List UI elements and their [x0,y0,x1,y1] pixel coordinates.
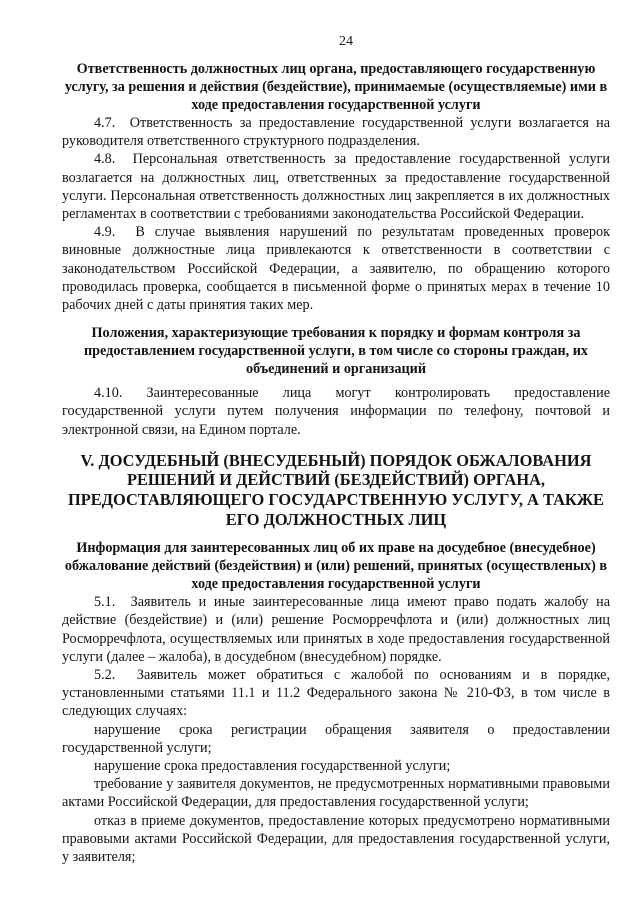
case-item: нарушение срока предоставления государственной услуги; [94,758,451,775]
paragraph-4-8: 4.8. Персональная ответственность за предоставление государственной услуги возлагается на должностных лиц, ответственных за предоставление государственной услуги. Персональная ответственность должностных лиц закрепляется в их должностных регламентах в соответствии с требованиями законодательства Российской Федерации. [62,151,610,223]
case-item: отказ в приеме документов, предоставление которых предусмотрено нормативными правовыми актами Российской Федерации, для предоставления государственной услуги, у заявителя; [62,812,610,866]
paragraph-4-7: 4.7. Ответственность за предоставление государственной услуги возлагается на руководителя ответственного структурного подразделения. [62,115,610,150]
appeal-info-heading: Информация для заинтересованных лиц об их праве на досудебное (внесудебное) обжалование действий (бездействия) и (или) решений, принятых (осуществленых) в ходе предоставления государственной услуги [64,540,608,593]
case-item: требование у заявителя документов, не предусмотренных нормативными правовыми актами Российской Федерации, для предоставления государственной услуги; [62,776,610,811]
case-item: нарушение срока регистрации обращения заявителя о предоставлении государственной услуги; [62,721,610,756]
control-requirements-heading: Положения, характеризующие требования к порядку и формам контроля за предоставлением государственной услуги, в том числе со стороны граждан, их объединений и организаций [83,325,589,378]
responsibility-heading: Ответственность должностных лиц органа, предоставляющего государственную услугу, за решения и действия (бездействие), принимаемые (осуществляемые) ими в ходе предоставления государственной услуги [64,61,608,113]
paragraph-4-9: 4.9. В случае выявления нарушений по результатам проведенных проверок виновные должностные лица привлекаются к ответственности в соответствии с законодательством Российской Федерации, а заявителю, по обращению которого проводилась проверка, сообщается в письменной форме о принятых мерах в течение 10 рабочих дней с даты принятия таких мер. [62,224,610,314]
paragraph-4-10: 4.10. Заинтересованные лица могут контролировать предоставление государственной услуги путем получения информации по телефону, почтовой и электронной связи, на Едином портале. [62,385,610,438]
paragraph-5-2: 5.2. Заявитель может обратиться с жалобой по основаниям и в порядке, установленными статьями 11.1 и 11.2 Федерального закона № 210-ФЗ, в том числе в следующих случаях: [62,667,610,720]
section-5-title: V. ДОСУДЕБНЫЙ (ВНЕСУДЕБНЫЙ) ПОРЯДОК ОБЖАЛОВАНИЯ РЕШЕНИЙ И ДЕЙСТВИЙ (БЕЗДЕЙСТВИЙ) ОРГАНА, ПРЕДОСТАВЛЯЮЩЕГО ГОСУДАРСТВЕННУЮ УСЛУГУ, А ТАКЖЕ ЕГО ДОЛЖНОСТНЫХ ЛИЦ [68,450,604,529]
paragraph-5-1: 5.1. Заявитель и иные заинтересованные лица имеют право подать жалобу на действие (бездействие) и (или) решение Росморречфлота и (или) должностных лиц Росморречфлота, осуществляемых или принятых в ходе предоставления государственной услуги (далее – жалоба), в досудебном (внесудебном) порядке. [62,594,610,665]
page-number: 24 [339,34,353,49]
